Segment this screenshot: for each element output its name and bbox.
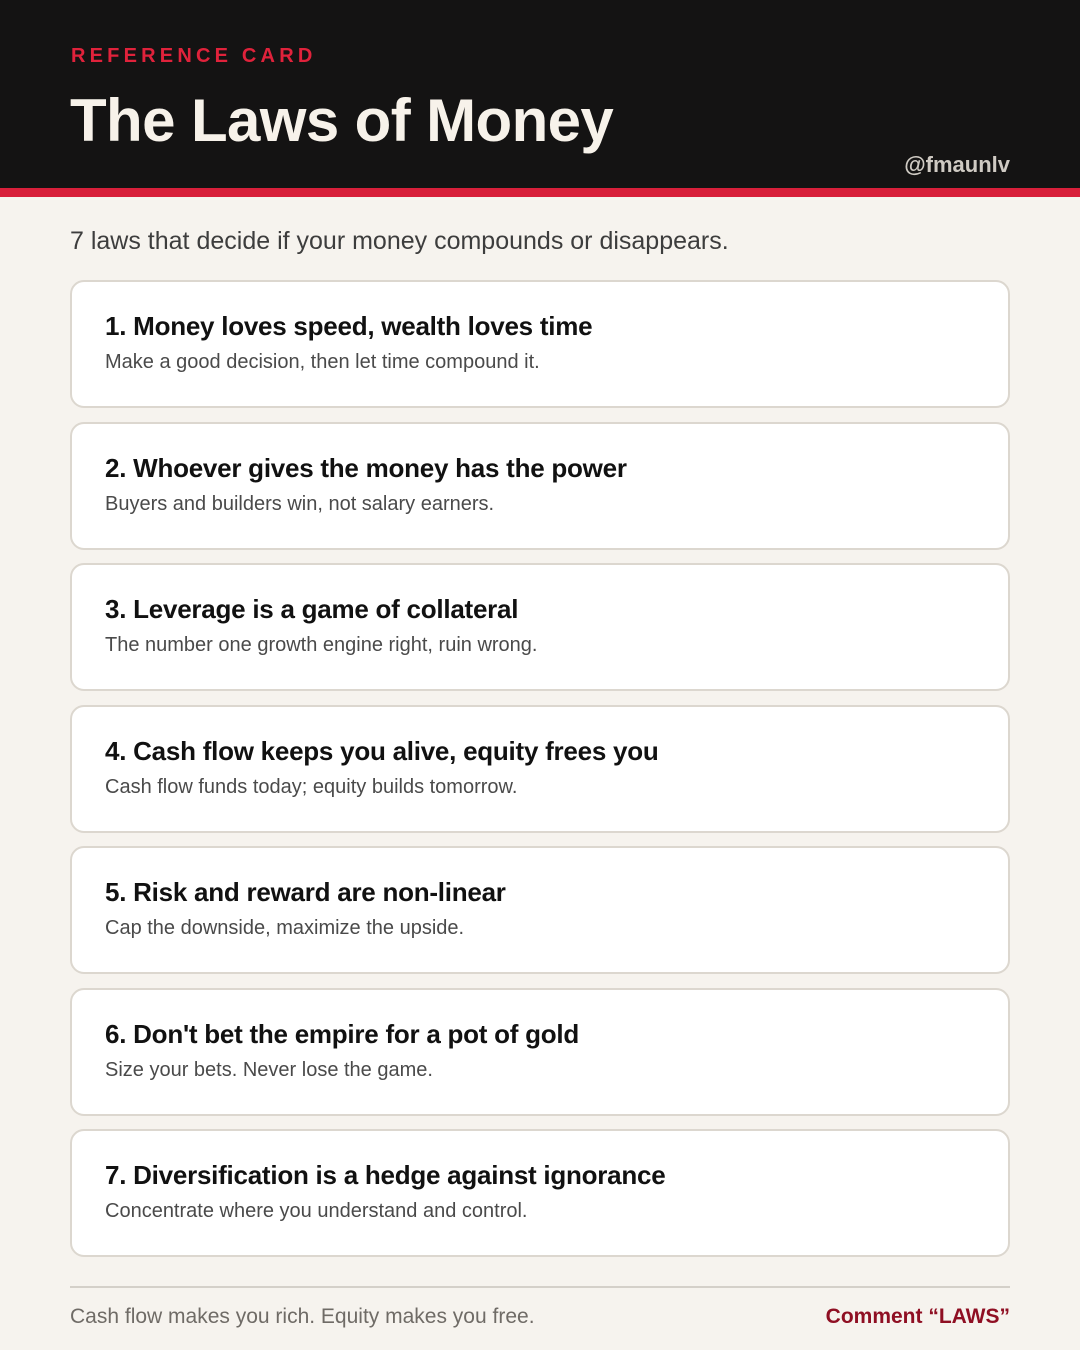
law-description: Buyers and builders win, not salary earners. bbox=[105, 492, 495, 515]
comment-call-to-action: Comment “LAWS” bbox=[825, 1305, 1010, 1328]
footer-summary: Cash flow makes you rich. Equity makes you free. bbox=[70, 1305, 535, 1328]
law-card-6 bbox=[70, 988, 1010, 1116]
law-title: 7. Diversification is a hedge against ignorance bbox=[105, 1160, 666, 1190]
law-card-5 bbox=[70, 846, 1010, 974]
law-description: The number one growth engine right, ruin wrong. bbox=[105, 634, 538, 656]
law-title: 1. Money loves speed, wealth loves time bbox=[105, 311, 593, 341]
law-card-2 bbox=[70, 422, 1010, 550]
law-description: Size your bets. Never lose the game. bbox=[105, 1058, 433, 1081]
header-band bbox=[0, 0, 1080, 188]
intro-text: 7 laws that decide if your money compounds or disappears. bbox=[70, 227, 729, 255]
law-description: Cap the downside, maximize the upside. bbox=[105, 917, 465, 939]
law-card-3 bbox=[70, 563, 1010, 691]
author-handle: @fmaunlv bbox=[904, 152, 1010, 177]
header-accent-rule bbox=[0, 188, 1080, 197]
law-card-4 bbox=[70, 705, 1010, 833]
law-description: Make a good decision, then let time compound it. bbox=[105, 351, 540, 373]
law-title: 4. Cash flow keeps you alive, equity frees you bbox=[105, 735, 659, 766]
reference-card-label: REFERENCE CARD bbox=[71, 45, 317, 67]
law-title: 6. Don't bet the empire for a pot of gold bbox=[105, 1018, 580, 1049]
law-title: 3. Leverage is a game of collateral bbox=[105, 594, 519, 624]
footer-divider bbox=[70, 1286, 1010, 1288]
law-description: Concentrate where you understand and control. bbox=[105, 1200, 528, 1222]
laws-list bbox=[70, 280, 1010, 1271]
law-title: 5. Risk and reward are non-linear bbox=[105, 877, 506, 907]
law-description: Cash flow funds today; equity builds tomorrow. bbox=[105, 775, 518, 798]
law-card-7 bbox=[70, 1129, 1010, 1257]
law-title: 2. Whoever gives the money has the power bbox=[105, 452, 627, 483]
law-card-1 bbox=[70, 280, 1010, 408]
page-title: The Laws of Money bbox=[70, 87, 614, 154]
